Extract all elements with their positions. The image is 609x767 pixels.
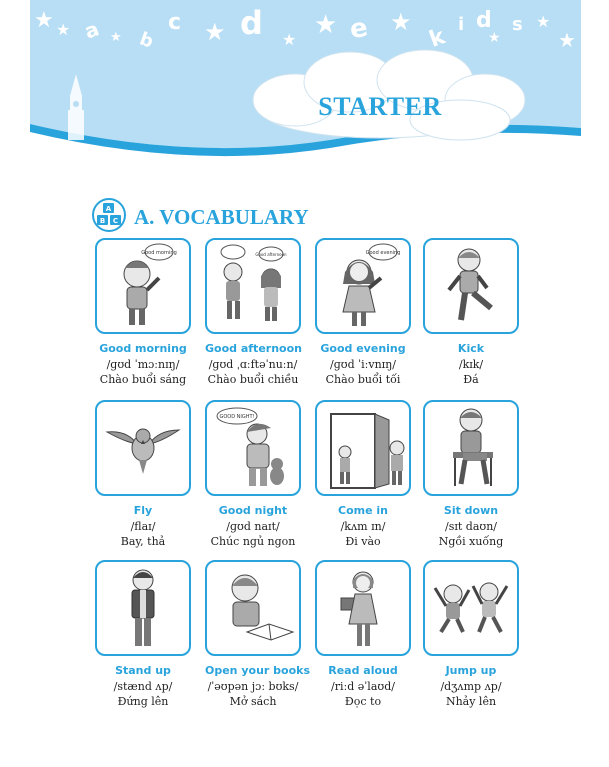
star-icon: ★ bbox=[282, 30, 297, 49]
vocab-word: Come in bbox=[338, 504, 388, 517]
vocab-ipa: /ɡʊd ˈiːvnɪŋ/ bbox=[330, 358, 396, 371]
vocab-picture-frame bbox=[95, 560, 191, 656]
svg-text:GOOD NIGHT!: GOOD NIGHT! bbox=[219, 414, 255, 420]
svg-text:Good afternoon: Good afternoon bbox=[255, 252, 287, 257]
vocab-card bbox=[95, 238, 191, 386]
vocab-meaning: Chào buổi chiều bbox=[207, 373, 299, 386]
svg-text:B: B bbox=[99, 217, 106, 225]
abc-blocks-icon bbox=[92, 198, 126, 232]
vocab-ipa: /stænd ʌp/ bbox=[113, 680, 173, 693]
section-title: A. VOCABULARY bbox=[134, 205, 309, 229]
decor-letter: a bbox=[81, 16, 103, 44]
children-at-door-picture bbox=[317, 402, 409, 494]
vocab-ipa: /dʒʌmp ʌp/ bbox=[440, 680, 502, 693]
star-icon: ★ bbox=[34, 8, 54, 33]
vocab-card bbox=[315, 400, 411, 548]
boy-reading-book-picture bbox=[207, 562, 299, 654]
decor-letter: s bbox=[512, 14, 523, 35]
vocab-word: Good morning bbox=[99, 342, 187, 355]
vocab-ipa: /ɡʊd ˈmɔːnɪŋ/ bbox=[106, 358, 180, 371]
vocab-word: Good night bbox=[218, 504, 288, 517]
vocab-card bbox=[205, 560, 311, 708]
vocab-picture-frame bbox=[315, 400, 411, 496]
boy-sitting-picture bbox=[425, 402, 517, 494]
decor-letter: c bbox=[168, 10, 182, 35]
decor-letter: k bbox=[426, 24, 449, 53]
vocab-word: Stand up bbox=[115, 664, 171, 677]
boy-waving-picture bbox=[97, 240, 189, 332]
star-icon: ★ bbox=[536, 12, 551, 31]
svg-text:C: C bbox=[112, 217, 119, 225]
vocab-ipa: /sɪt daʊn/ bbox=[445, 520, 497, 533]
vocab-ipa: /ˈəʊpən jɔː bʊks/ bbox=[207, 680, 299, 693]
vocab-ipa: /ɡʊd naɪt/ bbox=[226, 520, 280, 533]
svg-text:Good evening: Good evening bbox=[365, 250, 401, 256]
vocab-picture-frame bbox=[205, 238, 301, 334]
flying-bird-picture bbox=[97, 402, 189, 494]
vocab-word: Fly bbox=[133, 504, 153, 517]
decor-letter: b bbox=[136, 28, 157, 53]
decor-letter: d bbox=[240, 4, 263, 42]
vocab-card bbox=[205, 238, 301, 386]
vocab-meaning: Đứng lên bbox=[117, 695, 169, 708]
vocab-picture-frame bbox=[315, 560, 411, 656]
vocab-picture-frame bbox=[423, 400, 519, 496]
vocab-meaning: Bay, thả bbox=[120, 535, 166, 548]
vocab-picture-frame bbox=[95, 400, 191, 496]
header-banner bbox=[30, 0, 581, 160]
vocab-word: Open your books bbox=[205, 664, 311, 677]
vocab-word: Good afternoon bbox=[205, 342, 302, 355]
vocab-picture-frame bbox=[423, 238, 519, 334]
decor-letter: d bbox=[476, 8, 492, 33]
vocab-card bbox=[423, 560, 519, 708]
vocab-card bbox=[315, 560, 411, 708]
star-icon: ★ bbox=[56, 20, 71, 39]
vocab-meaning: Mở sách bbox=[229, 695, 277, 708]
star-icon: ★ bbox=[314, 10, 338, 40]
vocab-ipa: /kʌm ɪn/ bbox=[340, 520, 386, 533]
decorative-letters bbox=[30, 0, 581, 60]
decor-letter: e bbox=[347, 12, 371, 46]
star-icon: ★ bbox=[488, 30, 501, 46]
star-icon: ★ bbox=[110, 30, 122, 45]
vocab-word: Jump up bbox=[445, 664, 497, 677]
vocab-ipa: /riːd əˈlaʊd/ bbox=[331, 680, 395, 693]
vocab-meaning: Chúc ngủ ngon bbox=[210, 535, 296, 548]
star-icon: ★ bbox=[390, 8, 412, 36]
page-title: STARTER bbox=[318, 92, 442, 121]
vocab-picture-frame bbox=[205, 560, 301, 656]
vocab-card bbox=[423, 400, 519, 548]
vocab-meaning: Đi vào bbox=[345, 535, 381, 548]
child-in-pajamas-picture bbox=[207, 402, 299, 494]
vocab-card bbox=[95, 400, 191, 548]
boy-standing-picture bbox=[97, 562, 189, 654]
vocab-ipa: /ɡʊd ˌɑːftəˈnuːn/ bbox=[208, 358, 298, 371]
two-children-jumping-picture bbox=[425, 562, 517, 654]
svg-text:A: A bbox=[105, 205, 112, 213]
vocab-picture-frame bbox=[315, 238, 411, 334]
vocab-meaning: Đọc to bbox=[344, 695, 382, 708]
vocab-picture-frame bbox=[205, 400, 301, 496]
vocab-word: Sit down bbox=[443, 504, 499, 517]
vocab-meaning: Chào buổi sáng bbox=[99, 373, 187, 386]
vocab-word: Read aloud bbox=[328, 664, 398, 677]
vocab-meaning: Ngồi xuống bbox=[438, 535, 504, 548]
boy-kicking-picture bbox=[425, 240, 517, 332]
svg-text:Good morning: Good morning bbox=[141, 250, 177, 256]
girl-waving-picture bbox=[317, 240, 409, 332]
vocab-card bbox=[205, 400, 301, 548]
girl-reading-aloud-picture bbox=[317, 562, 409, 654]
decor-letter: i bbox=[458, 14, 465, 35]
vocab-card bbox=[315, 238, 411, 386]
vocab-picture-frame bbox=[95, 238, 191, 334]
vocab-word: Kick bbox=[457, 342, 485, 355]
vocab-word: Good evening bbox=[320, 342, 406, 355]
vocab-meaning: Chào buổi tối bbox=[325, 373, 401, 386]
vocab-meaning: Đá bbox=[463, 373, 479, 386]
vocab-card bbox=[95, 560, 191, 708]
two-children-greeting-picture bbox=[207, 240, 299, 332]
vocab-card bbox=[423, 238, 519, 386]
vocab-picture-frame bbox=[423, 560, 519, 656]
star-icon: ★ bbox=[204, 18, 226, 46]
vocab-ipa: /flaɪ/ bbox=[130, 520, 156, 533]
star-icon: ★ bbox=[558, 28, 576, 52]
vocab-meaning: Nhảy lên bbox=[445, 695, 497, 708]
vocab-ipa: /kɪk/ bbox=[458, 358, 484, 371]
